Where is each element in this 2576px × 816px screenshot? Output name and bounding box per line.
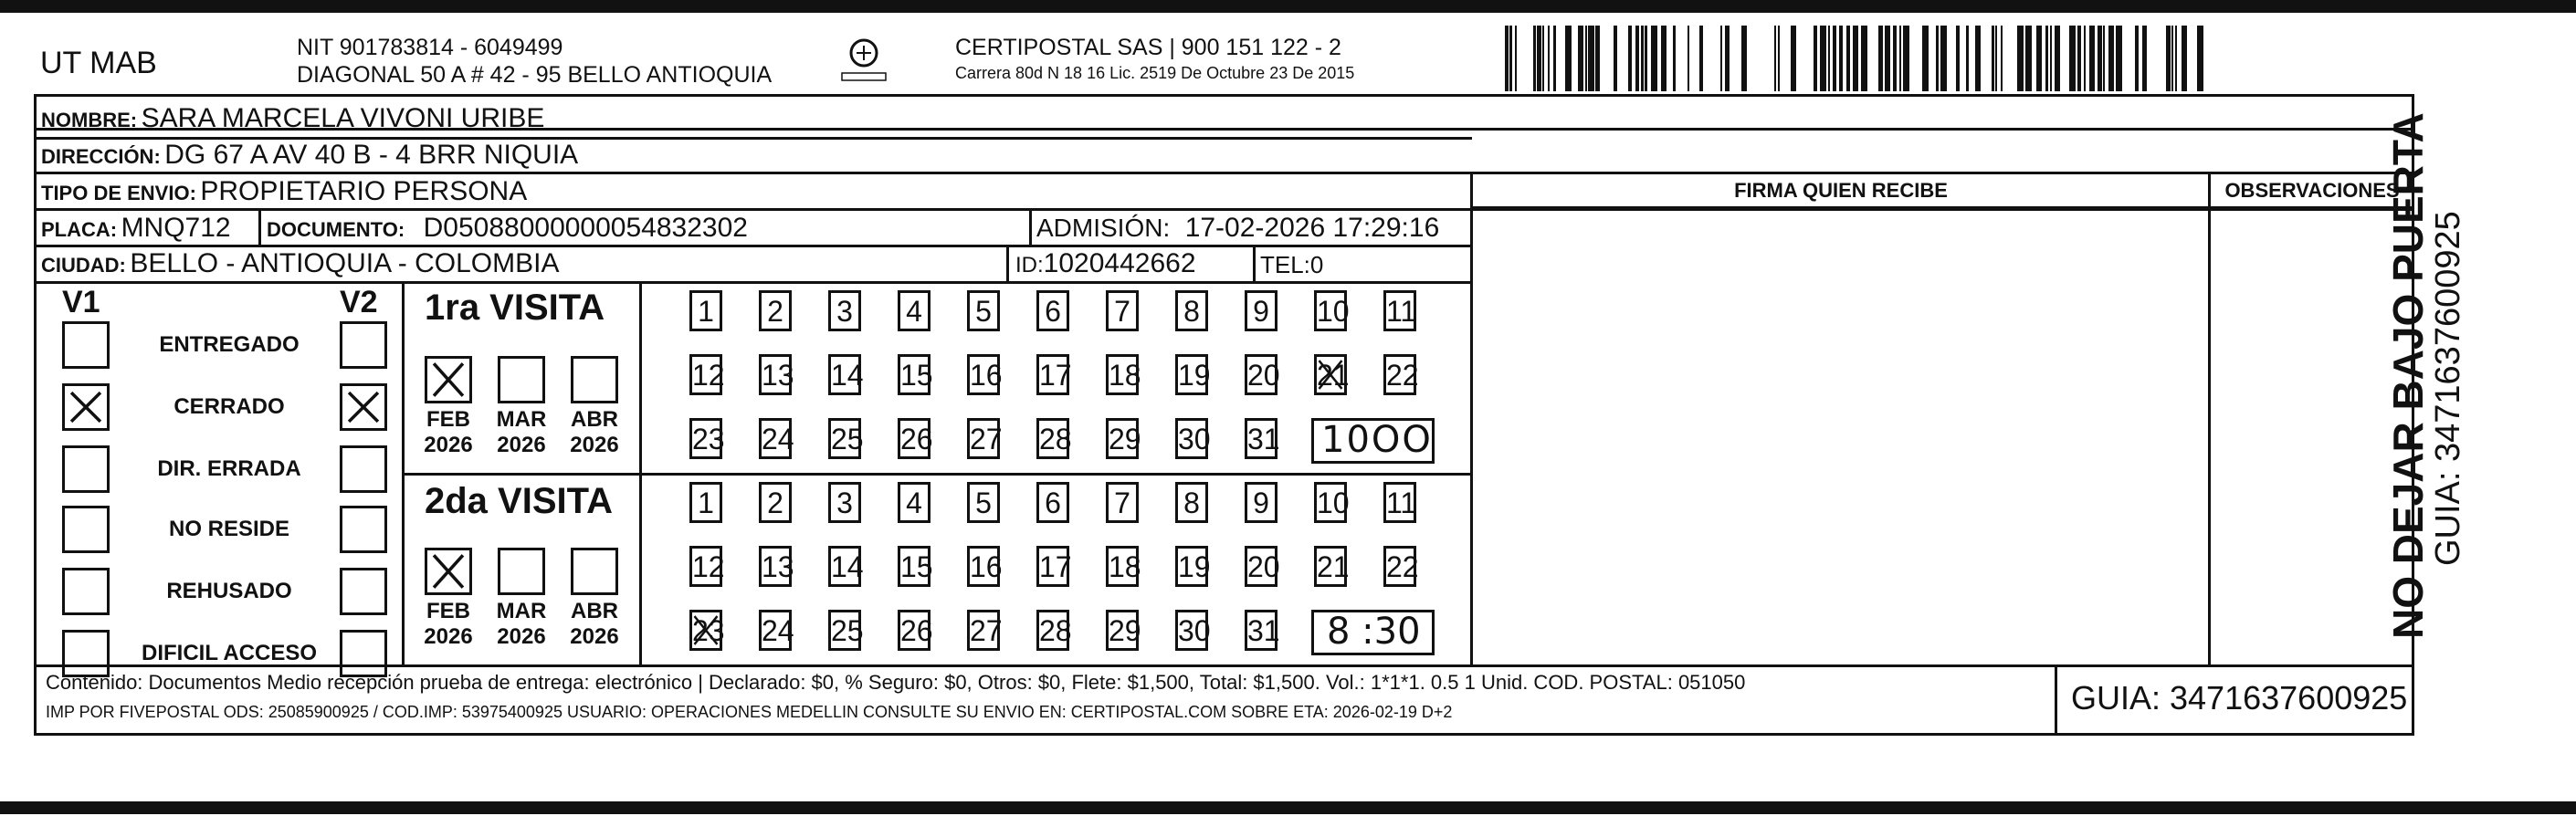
day-box[interactable] — [689, 418, 725, 459]
company-name: UT MAB — [40, 46, 157, 80]
documento-label: DOCUMENTO: — [267, 218, 405, 241]
day-number: 4 — [906, 486, 922, 519]
second-visit-time: 8 :30 — [1327, 611, 1421, 653]
tipo-value: PROPIETARIO PERSONA — [200, 176, 528, 206]
day-number: 7 — [1114, 295, 1130, 328]
day-number: 26 — [900, 614, 933, 647]
day-box[interactable] — [1245, 290, 1277, 331]
month-label: FEB 2026 — [424, 407, 473, 457]
v1-label: V1 — [62, 285, 100, 319]
day-box[interactable] — [898, 418, 931, 459]
day-box[interactable] — [898, 482, 931, 523]
day-box[interactable] — [967, 482, 1000, 523]
day-number: 7 — [1114, 486, 1130, 519]
day-number: 3 — [836, 295, 853, 328]
day-number: 1 — [698, 486, 714, 519]
day-number: 6 — [1045, 486, 1061, 519]
day-number: 13 — [762, 359, 794, 392]
day-box[interactable] — [689, 290, 722, 331]
documento-value: D05088000000054832302 — [423, 213, 748, 243]
day-number: 2 — [767, 486, 783, 519]
firma-header: FIRMA QUIEN RECIBE — [1734, 179, 1948, 202]
day-number: 20 — [1247, 550, 1280, 583]
side-warning: NO DEJAR BAJO PUERTA — [2384, 112, 2432, 639]
day-box[interactable] — [1106, 546, 1139, 587]
day-box[interactable] — [828, 418, 864, 459]
v2-checkbox[interactable] — [340, 568, 387, 615]
barcode — [1505, 26, 2204, 91]
placa-value: MNQ712 — [121, 213, 231, 243]
day-box[interactable] — [828, 482, 861, 523]
nombre-label: NOMBRE: — [41, 109, 138, 131]
day-box[interactable] — [759, 610, 792, 651]
status-option-label: NO RESIDE — [168, 517, 290, 541]
day-box[interactable] — [1106, 354, 1139, 395]
company-address: DIAGONAL 50 A # 42 - 95 BELLO ANTIOQUIA — [297, 62, 773, 88]
month-checkbox[interactable] — [425, 356, 472, 403]
v2-label: V2 — [340, 285, 378, 319]
day-box[interactable] — [898, 290, 931, 331]
day-box[interactable] — [1245, 354, 1280, 395]
day-number: 28 — [1039, 614, 1072, 647]
second-visit-title: 2da VISITA — [425, 481, 613, 521]
day-box[interactable] — [689, 610, 725, 651]
day-number: 27 — [970, 614, 1003, 647]
direccion-label: DIRECCIÓN: — [41, 145, 161, 168]
ciudad-label: CIUDAD: — [41, 254, 126, 277]
day-box[interactable] — [1175, 610, 1211, 651]
day-number: 19 — [1178, 359, 1211, 392]
day-number: 26 — [900, 423, 933, 455]
footer-guia: GUIA: 3471637600925 — [2071, 679, 2408, 717]
v2-checkbox[interactable] — [340, 321, 387, 369]
day-number: 18 — [1109, 550, 1141, 583]
day-box[interactable] — [759, 546, 792, 587]
day-box[interactable] — [828, 546, 864, 587]
day-number: 11 — [1386, 295, 1417, 328]
day-box[interactable] — [828, 354, 864, 395]
day-box[interactable] — [1314, 482, 1350, 523]
status-option-label: DIFICIL ACCESO — [141, 641, 317, 665]
day-box[interactable] — [1175, 290, 1208, 331]
first-visit-time: 10OO — [1321, 419, 1433, 461]
v2-checkbox[interactable] — [340, 383, 387, 431]
day-number: 28 — [1039, 423, 1072, 455]
day-number: 24 — [762, 423, 794, 455]
tel-value: 0 — [1309, 251, 1324, 278]
ciudad-value: BELLO - ANTIOQUIA - COLOMBIA — [130, 248, 560, 278]
status-option-label: DIR. ERRADA — [157, 456, 301, 481]
day-number: 17 — [1039, 359, 1072, 392]
month-checkbox[interactable] — [571, 548, 618, 595]
day-box[interactable] — [1175, 418, 1211, 459]
day-number: 14 — [831, 550, 864, 583]
footer-imp: IMP POR FIVEPOSTAL ODS: 25085900925 / COD.IMP: 53975400925 USUARIO: OPERACIONES MEDELLIN CONSULTE SU ENVIO EN: CERTIPOSTAL.COM SOBRE ETA: 2026-02-19 D+2 — [46, 703, 1453, 721]
v1-checkbox[interactable] — [62, 383, 110, 431]
day-box[interactable] — [759, 290, 792, 331]
day-box[interactable] — [898, 354, 931, 395]
day-number: 21 — [1317, 550, 1350, 583]
day-number: 5 — [975, 295, 992, 328]
day-number: 15 — [900, 359, 933, 392]
certipostal-logo — [838, 35, 889, 89]
month-checkbox[interactable] — [571, 356, 618, 403]
day-box[interactable] — [1245, 418, 1280, 459]
day-number: 21 — [1317, 359, 1350, 392]
status-option-label: ENTREGADO — [159, 332, 300, 357]
day-number: 10 — [1317, 486, 1350, 519]
day-box[interactable] — [967, 290, 1000, 331]
day-number: 25 — [831, 423, 864, 455]
day-number: 8 — [1183, 486, 1200, 519]
v1-checkbox[interactable] — [62, 321, 110, 369]
day-number: 9 — [1253, 295, 1269, 328]
day-box[interactable] — [967, 418, 1003, 459]
day-box[interactable] — [967, 610, 1003, 651]
day-box[interactable] — [1383, 482, 1416, 523]
day-box[interactable] — [759, 354, 792, 395]
day-number: 17 — [1039, 550, 1072, 583]
month-checkbox[interactable] — [425, 548, 472, 595]
day-number: 11 — [1386, 486, 1417, 519]
admision-label: ADMISIÓN: — [1036, 214, 1171, 242]
day-number: 25 — [831, 614, 864, 647]
v2-checkbox[interactable] — [340, 445, 387, 493]
month-checkbox[interactable] — [498, 356, 545, 403]
v1-checkbox[interactable] — [62, 445, 110, 493]
day-number: 27 — [970, 423, 1003, 455]
day-number: 15 — [900, 550, 933, 583]
day-number: 24 — [762, 614, 794, 647]
day-number: 12 — [692, 550, 725, 583]
month-label: ABR 2026 — [570, 407, 619, 457]
day-number: 3 — [836, 486, 853, 519]
tel-label: TEL: — [1260, 251, 1310, 278]
day-number: 6 — [1045, 295, 1061, 328]
v2-checkbox[interactable] — [340, 506, 387, 553]
day-box[interactable] — [1036, 546, 1072, 587]
day-box[interactable] — [828, 610, 864, 651]
direccion-value: DG 67 A AV 40 B - 4 BRR NIQUIA — [164, 140, 579, 170]
day-number: 18 — [1109, 359, 1141, 392]
day-box[interactable] — [1314, 546, 1350, 587]
day-box[interactable] — [689, 354, 725, 395]
day-box[interactable] — [898, 546, 931, 587]
carrier-name: CERTIPOSTAL SAS | 900 151 122 - 2 — [955, 35, 1341, 60]
day-number: 23 — [692, 423, 725, 455]
bottom-band — [0, 801, 2576, 814]
day-box[interactable] — [1245, 482, 1277, 523]
day-box[interactable] — [759, 482, 792, 523]
day-box[interactable] — [1106, 610, 1139, 651]
observaciones-header: OBSERVACIONES — [2224, 179, 2400, 202]
status-option-label: REHUSADO — [166, 579, 292, 603]
day-number: 10 — [1317, 295, 1350, 328]
top-band — [0, 0, 2576, 13]
tipo-label: TIPO DE ENVIO: — [41, 182, 196, 204]
day-box[interactable] — [1314, 290, 1350, 331]
day-number: 22 — [1386, 550, 1419, 583]
day-number: 22 — [1386, 359, 1419, 392]
day-number: 8 — [1183, 295, 1200, 328]
day-box[interactable] — [1036, 610, 1072, 651]
side-guia: GUIA: 3471637600925 — [2429, 211, 2467, 566]
day-box[interactable] — [689, 546, 725, 587]
month-label: MAR 2026 — [496, 407, 547, 457]
day-box[interactable] — [1314, 354, 1350, 395]
id-label: ID: — [1015, 253, 1044, 277]
day-box[interactable] — [689, 482, 722, 523]
day-number: 16 — [970, 550, 1003, 583]
admision-value: 17-02-2026 17:29:16 — [1184, 213, 1440, 243]
day-number: 14 — [831, 359, 864, 392]
day-box[interactable] — [967, 354, 1003, 395]
day-number: 31 — [1247, 423, 1280, 455]
day-box[interactable] — [1245, 546, 1280, 587]
day-number: 29 — [1109, 614, 1141, 647]
company-nit: NIT 901783814 - 6049499 — [297, 35, 563, 60]
day-box[interactable] — [1036, 418, 1072, 459]
day-box[interactable] — [1175, 482, 1208, 523]
day-box[interactable] — [1175, 546, 1211, 587]
day-box[interactable] — [1383, 546, 1419, 587]
day-box[interactable] — [1175, 354, 1211, 395]
day-number: 4 — [906, 295, 922, 328]
first-visit-time-box — [1311, 418, 1435, 464]
day-box[interactable] — [1245, 610, 1280, 651]
nombre-value: SARA MARCELA VIVONI URIBE — [141, 103, 545, 133]
v1-checkbox[interactable] — [62, 506, 110, 553]
day-box[interactable] — [759, 418, 792, 459]
day-box[interactable] — [1036, 354, 1072, 395]
day-number: 5 — [975, 486, 992, 519]
day-box[interactable] — [1106, 418, 1139, 459]
carrier-address: Carrera 80d N 18 16 Lic. 2519 De Octubre 23 De 2015 — [955, 64, 1355, 82]
day-number: 20 — [1247, 359, 1280, 392]
day-number: 30 — [1178, 423, 1211, 455]
day-number: 23 — [692, 614, 725, 647]
day-box[interactable] — [828, 290, 861, 331]
day-number: 30 — [1178, 614, 1211, 647]
day-number: 16 — [970, 359, 1003, 392]
day-number: 19 — [1178, 550, 1211, 583]
day-number: 2 — [767, 295, 783, 328]
placa-label: PLACA: — [41, 218, 118, 241]
day-number: 31 — [1247, 614, 1280, 647]
first-visit-title: 1ra VISITA — [425, 288, 605, 328]
day-box[interactable] — [1036, 482, 1069, 523]
status-option-label: CERRADO — [173, 394, 285, 419]
month-label: ABR 2026 — [570, 599, 619, 649]
day-box[interactable] — [1383, 290, 1416, 331]
day-number: 29 — [1109, 423, 1141, 455]
day-box[interactable] — [1106, 290, 1139, 331]
day-number: 9 — [1253, 486, 1269, 519]
day-number: 1 — [698, 295, 714, 328]
day-number: 13 — [762, 550, 794, 583]
day-box[interactable] — [967, 546, 1003, 587]
day-number: 12 — [692, 359, 725, 392]
day-box[interactable] — [1106, 482, 1139, 523]
day-box[interactable] — [898, 610, 931, 651]
day-box[interactable] — [1383, 354, 1419, 395]
id-value: 1020442662 — [1043, 248, 1196, 278]
day-box[interactable] — [1036, 290, 1069, 331]
footer-content: Contenido: Documentos Medio recepción prueba de entrega: electrónico | Declarado: $0, % Seguro: $0, Otros: $0, Flete: $1,500, Total: $1,500. Vol.: 1*1*1. 0.5 1 Unid. COD. POSTAL: 051050 — [46, 671, 1746, 694]
second-visit-time-box — [1311, 610, 1435, 655]
month-checkbox[interactable] — [498, 548, 545, 595]
month-label: FEB 2026 — [424, 599, 473, 649]
month-label: MAR 2026 — [496, 599, 547, 649]
v1-checkbox[interactable] — [62, 568, 110, 615]
